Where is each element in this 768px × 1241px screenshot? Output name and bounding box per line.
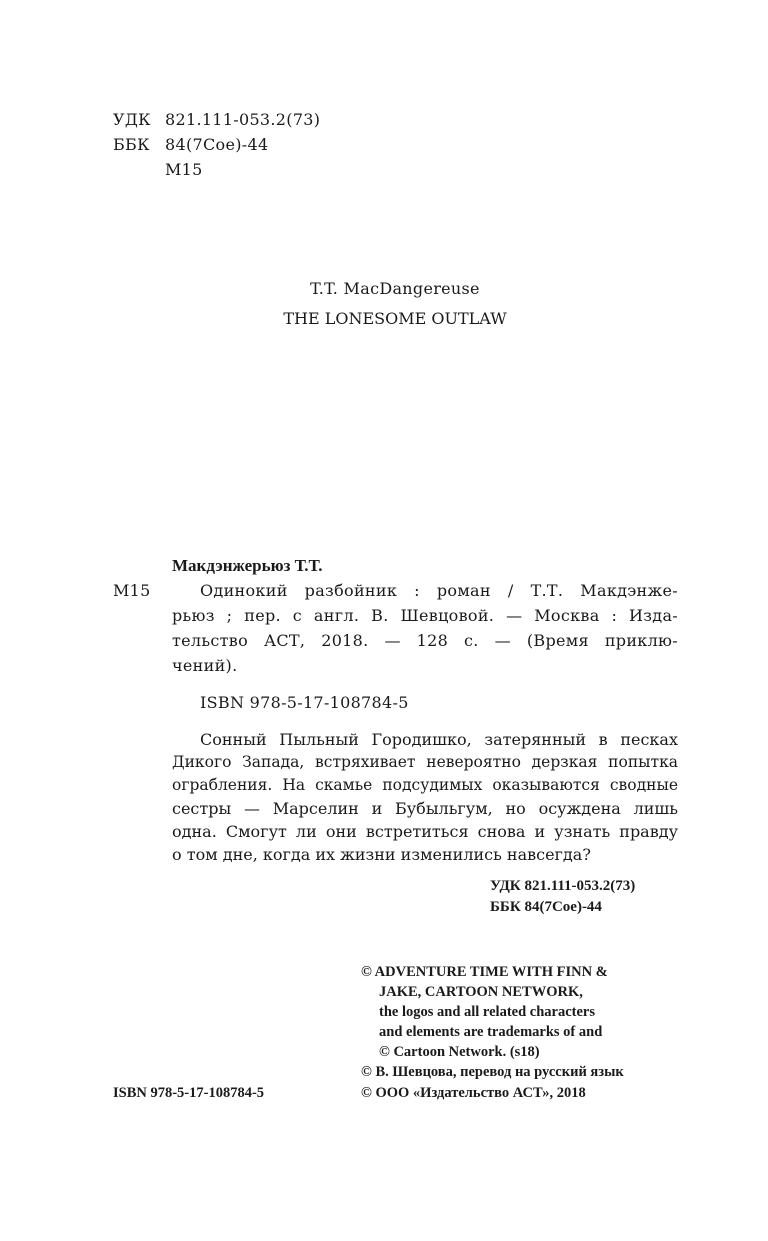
catalog-heading: Макдэнжерьюз Т.Т. (172, 556, 323, 575)
annotation-line: сестры — Марселин и Бубыльгум, но осуждена лишь (172, 799, 678, 818)
catalog-udk: УДК 821.111-053.2(73) (490, 878, 636, 894)
description-line: Одинокий разбойник : роман / Т.Т. Макдэнже- (200, 581, 678, 600)
udk-label: УДК (113, 110, 151, 129)
description-line: тельство АСТ, 2018. — 128 с. — (Время приклю- (172, 631, 678, 650)
catalog-author-sign: М15 (113, 581, 151, 600)
annotation-line: Сонный Пыльный Городишко, затерянный в песках (200, 730, 678, 749)
catalog-bbk: ББК 84(7Сое)-44 (490, 899, 602, 915)
original-author: T.T. MacDangereuse (310, 279, 480, 298)
author-sign: М15 (165, 160, 203, 179)
annotation-line: о том дне, когда их жизни изменились навсегда? (172, 845, 591, 864)
isbn-footer: ISBN 978-5-17-108784-5 (113, 1085, 265, 1101)
bbk-value: 84(7Сое)-44 (165, 135, 269, 154)
annotation-line: ограбления. На скамье подсудимых оказываются сводные (172, 776, 678, 794)
original-title: THE LONESOME OUTLAW (283, 309, 507, 328)
copyright-line: © ADVENTURE TIME WITH FINN & (361, 964, 608, 980)
bbk-label: ББК (113, 135, 150, 154)
copyright-line: © Cartoon Network. (s18) (379, 1044, 540, 1060)
copyright-line: and elements are trademarks of and (379, 1024, 603, 1040)
copyright-line: © ООО «Издательство АСТ», 2018 (361, 1085, 586, 1101)
copyright-line: © В. Шевцова, перевод на русский язык (361, 1064, 624, 1080)
copyright-line: the logos and all related characters (379, 1004, 595, 1020)
catalog-isbn: ISBN 978-5-17-108784-5 (200, 693, 409, 712)
copyright-line: JAKE, CARTOON NETWORK, (379, 984, 583, 1000)
udk-value: 821.111-053.2(73) (165, 110, 321, 129)
annotation-line: одна. Смогут ли они встретиться снова и узнать правду (172, 822, 678, 841)
description-line: чений). (172, 656, 238, 675)
description-line: рьюз ; пер. с англ. В. Шевцовой. — Москва : Изда- (172, 606, 678, 625)
annotation-line: Дикого Запада, встряхивает невероятно дерзкая попытка (172, 753, 678, 771)
